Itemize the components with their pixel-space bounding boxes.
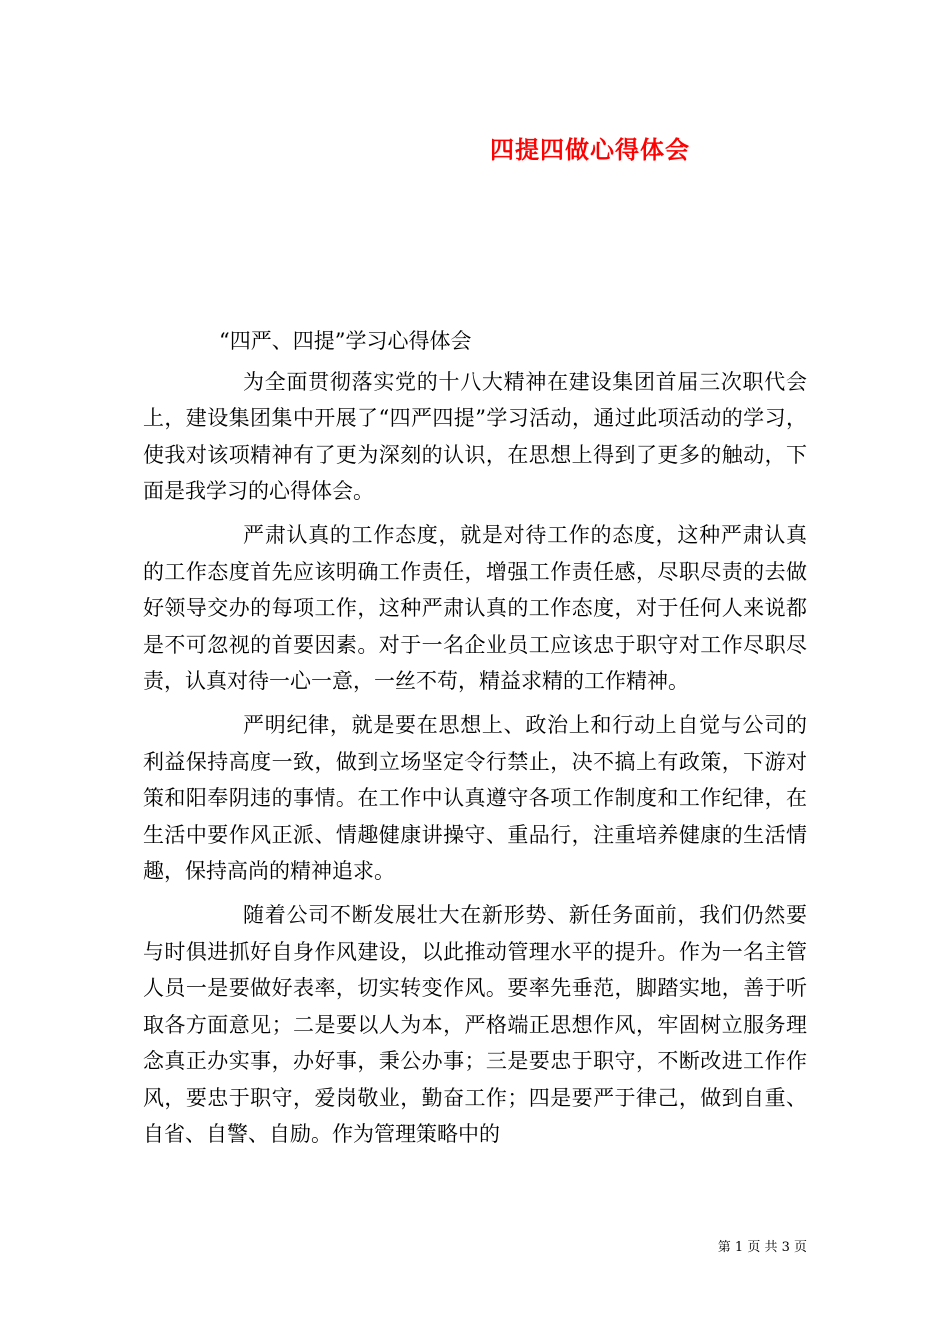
document-body [143, 323, 807, 1160]
page-number: 第 1 页 共 3 页 [717, 1240, 807, 1255]
document-subtitle: “四严、四提”学习心得体会 [219, 329, 472, 353]
paragraph-3: 严明纪律，就是要在思想上、政治上和行动上自觉与公司的利益保持高度一致，做到立场坚定令行禁止，决不搞上有政策，下游对策和阳奉阴违的事情。在工作中认真遵守各项工作制度和工作纪律，在生活中要作风正派、情趣健康讲操守、重品行，注重培养健康的生活情趣，保持高尚的精神追求。 [143, 712, 807, 884]
paragraph-4: 随着公司不断发展壮大在新形势、新任务面前，我们仍然要与时俱进抓好自身作风建设，以此推动管理水平的提升。作为一名主管人员一是要做好表率，切实转变作风。要率先垂范，脚踏实地，善于听取各方面意见；二是要以人为本，严格端正思想作风，牢固树立服务理念真正办实事，办好事，秉公办事；三是要忠于职守，不断改进工作作风，要忠于职守，爱岗敬业，勤奋工作；四是要严于律己，做到自重、自省、自警、自励。作为管理策略中的 [143, 902, 807, 1147]
paragraph-1: 为全面贯彻落实党的十八大精神在建设集团首届三次职代会上，建设集团集中开展了“四严四提”学习活动，通过此项活动的学习，使我对该项精神有了更为深刻的认识，在思想上得到了更多的触动，下面是我学习的心得体会。 [143, 369, 807, 504]
document-title: 四提四做心得体会 [490, 135, 690, 164]
paragraph-2: 严肃认真的工作态度，就是对待工作的态度，这种严肃认真的工作态度首先应该明确工作责任，增强工作责任感，尽职尽责的去做好领导交办的每项工作，这种严肃认真的工作态度，对于任何人来说都是不可忽视的首要因素。对于一名企业员工应该忠于职守对工作尽职尽责，认真对待一心一意，一丝不苟，精益求精的工作精神。 [143, 522, 807, 694]
